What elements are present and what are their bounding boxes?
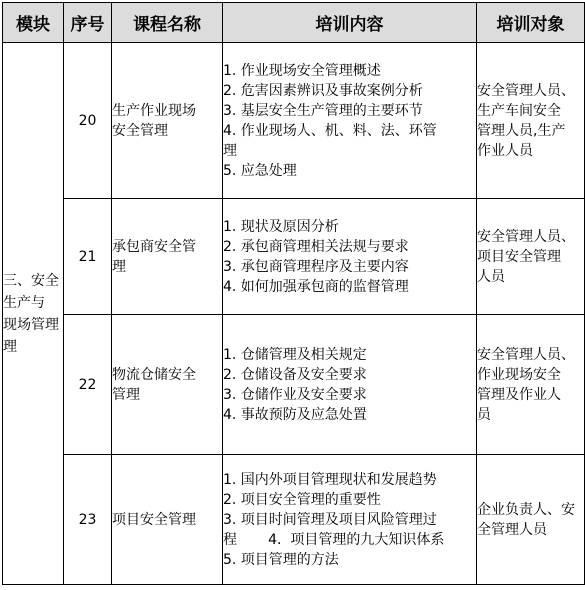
training-target xyxy=(477,455,585,585)
target-line: 作业人员 xyxy=(477,142,533,159)
target-line: 安全管理人员、 xyxy=(477,346,575,363)
module-label-line: 理 xyxy=(3,338,17,355)
module-label-line: 现场管理 xyxy=(3,316,59,333)
training-target xyxy=(477,315,585,455)
table-row xyxy=(3,315,585,455)
course-name xyxy=(112,455,223,585)
course-name xyxy=(112,199,223,315)
content-line: 1. 作业现场安全管理概述 xyxy=(223,62,381,79)
module-label-line: 生产与 xyxy=(3,294,45,311)
training-content xyxy=(223,199,477,315)
content-line: 1. 现状及原因分析 xyxy=(223,218,339,235)
content-line: 4. 事故预防及应急处置 xyxy=(223,406,367,423)
table-row xyxy=(3,199,585,315)
row-number: 22 xyxy=(64,315,112,455)
training-table xyxy=(2,2,585,585)
content-line: 2. 危害因素辨识及事故案例分析 xyxy=(223,82,423,99)
target-line: 项目安全管理 xyxy=(477,248,561,265)
course-name-line: 承包商安全管 xyxy=(112,238,196,255)
target-line: 人员 xyxy=(477,268,505,285)
content-line: 5. 项目管理的方法 xyxy=(223,551,339,568)
header-course: 课程名称 xyxy=(112,3,223,43)
content-line: 程 4. 项目管理的九大知识体系 xyxy=(223,531,445,548)
content-line: 4. 作业现场人、机、料、法、环管 xyxy=(223,122,437,139)
content-line: 3. 项目时间管理及项目风险管理过 xyxy=(223,511,437,528)
content-line: 2. 承包商管理相关法规与要求 xyxy=(223,238,409,255)
content-line: 2. 仓储设备及安全要求 xyxy=(223,366,367,383)
header-content: 培训内容 xyxy=(223,3,477,43)
target-line: 管理人员,生产 xyxy=(477,122,566,139)
training-target xyxy=(477,199,585,315)
course-name-line: 安全管理 xyxy=(112,122,168,139)
content-line: 4. 如何加强承包商的监督管理 xyxy=(223,278,409,295)
target-line: 生产车间安全 xyxy=(477,102,561,119)
header-row xyxy=(3,3,585,43)
course-name-line: 物流仓储安全 xyxy=(112,366,196,383)
row-number: 23 xyxy=(64,455,112,585)
training-target xyxy=(477,43,585,199)
target-line: 作业现场安全 xyxy=(477,366,561,383)
training-content xyxy=(223,43,477,199)
content-line: 5. 应急处理 xyxy=(223,162,297,179)
table-row xyxy=(3,455,585,585)
training-content xyxy=(223,315,477,455)
training-content xyxy=(223,455,477,585)
module-cell xyxy=(3,43,64,585)
content-line: 3. 仓储作业及安全要求 xyxy=(223,386,367,403)
content-line: 3. 基层安全生产管理的主要环节 xyxy=(223,102,423,119)
course-name xyxy=(112,315,223,455)
module-label-line: 三、安全 xyxy=(3,272,59,289)
target-line: 全管理人员 xyxy=(477,521,547,538)
target-line: 管理及作业人 xyxy=(477,386,561,403)
target-line: 员 xyxy=(477,406,491,423)
course-name-line: 项目安全管理 xyxy=(112,511,196,528)
course-name xyxy=(112,43,223,199)
content-line: 1. 仓储管理及相关规定 xyxy=(223,346,367,363)
content-line: 2. 项目安全管理的重要性 xyxy=(223,491,381,508)
course-name-line: 生产作业现场 xyxy=(112,102,196,119)
row-number: 20 xyxy=(64,43,112,199)
header-module: 模块 xyxy=(3,3,64,43)
content-line: 3. 承包商管理程序及主要内容 xyxy=(223,258,409,275)
row-number: 21 xyxy=(64,199,112,315)
content-line: 1. 国内外项目管理现状和发展趋势 xyxy=(223,471,437,488)
header-target: 培训对象 xyxy=(477,3,585,43)
target-line: 企业负责人、安 xyxy=(477,501,575,518)
content-line: 理 xyxy=(223,142,237,159)
header-num: 序号 xyxy=(64,3,112,43)
course-name-line: 理 xyxy=(112,258,126,275)
target-line: 安全管理人员、 xyxy=(477,82,575,99)
table-row xyxy=(3,43,585,199)
target-line: 安全管理人员、 xyxy=(477,228,575,245)
course-name-line: 管理 xyxy=(112,386,140,403)
